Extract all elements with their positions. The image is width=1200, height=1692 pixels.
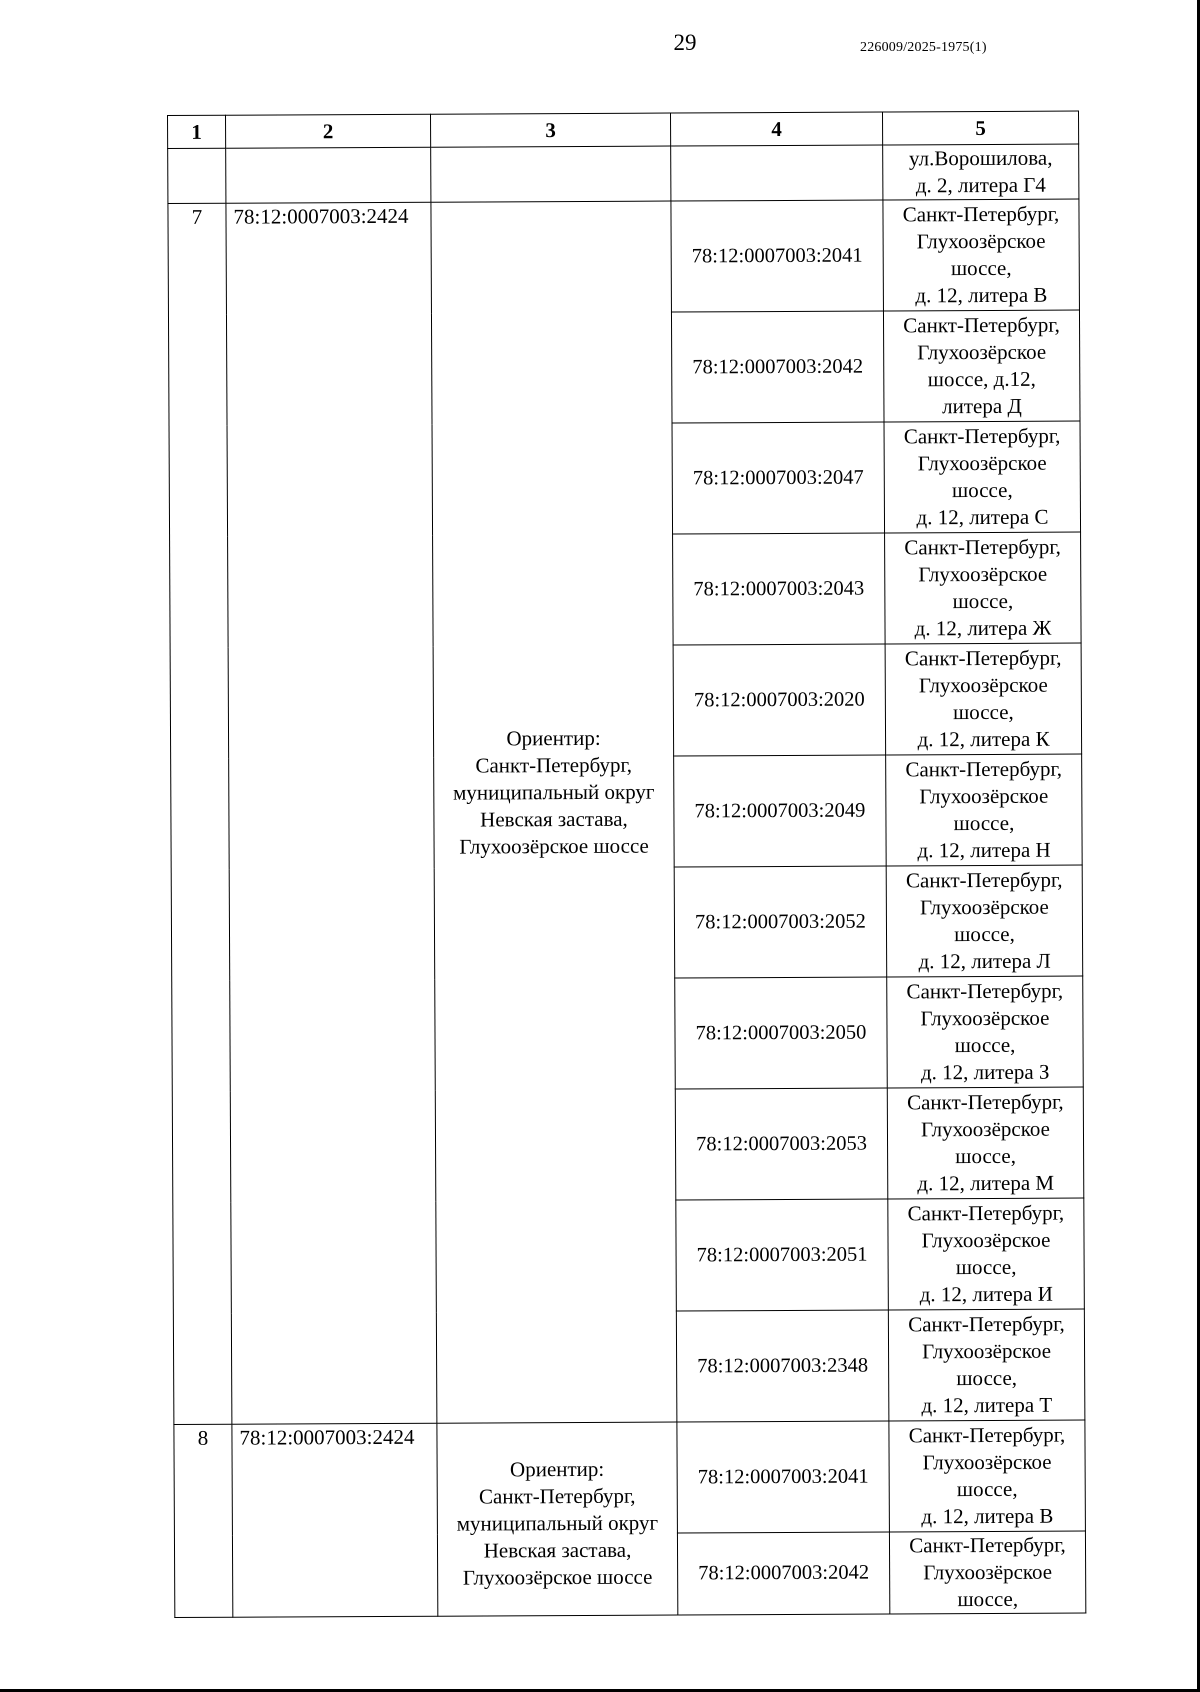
document-id: 226009/2025-1975(1)	[860, 40, 987, 55]
cell-landmark-empty	[431, 146, 671, 202]
text-line: д. 12, литера Т	[921, 1392, 1053, 1418]
address-cell	[886, 754, 1083, 866]
text-line: шоссе,	[954, 1032, 1016, 1058]
address-cell	[883, 199, 1080, 311]
text-line: шоссе,	[956, 1476, 1018, 1502]
page-number: 29	[673, 30, 697, 55]
text-line: шоссе,	[957, 1586, 1019, 1612]
address-cell	[883, 310, 1080, 422]
text-line: Ориентир:	[506, 725, 601, 750]
landmark-cell	[437, 1422, 678, 1616]
building-cadastral-cell: 78:12:0007003:2052	[674, 866, 887, 978]
header-col-2: 2	[226, 114, 431, 148]
building-cadastral-cell: 78:12:0007003:2053	[675, 1088, 888, 1200]
text-line: литера Д	[942, 393, 1022, 419]
text-line: Невская застава,	[483, 1537, 632, 1562]
row-number-cell: 8	[174, 1424, 233, 1617]
text-line: шоссе,	[951, 477, 1013, 503]
continued-address-cell	[883, 144, 1079, 200]
text-line: Глухоозёрское	[918, 561, 1048, 587]
header-col-1: 1	[168, 115, 226, 148]
text-line: Санкт-Петербург,	[903, 312, 1060, 338]
text-line: шоссе, д.12,	[927, 366, 1036, 392]
text-line: Ориентир:	[509, 1456, 605, 1481]
text-line: шоссе,	[950, 255, 1012, 281]
address-line: ул.Ворошилова,	[908, 145, 1053, 171]
address-cell	[889, 1420, 1086, 1532]
building-cadastral-cell: 78:12:0007003:2020	[673, 644, 886, 756]
text-line: шоссе,	[952, 588, 1014, 614]
table-row	[168, 199, 1080, 314]
text-line: Глухоозёрское	[923, 1559, 1053, 1585]
text-line: Глухоозёрское	[921, 1227, 1051, 1253]
address-cell	[886, 865, 1083, 977]
text-line: Глухоозёрское	[919, 894, 1049, 920]
text-line: муниципальный округ	[456, 1510, 659, 1536]
building-cadastral-cell: 78:12:0007003:2348	[676, 1310, 889, 1422]
text-line: д. 12, литера К	[917, 726, 1050, 752]
cell-cad-empty	[226, 147, 431, 203]
building-cadastral-cell: 78:12:0007003:2041	[677, 1421, 890, 1533]
text-line: шоссе,	[955, 1254, 1017, 1280]
text-line: д. 12, литера З	[920, 1059, 1050, 1085]
text-line: д. 12, литера Ж	[914, 615, 1052, 641]
text-line: д. 12, литера С	[916, 504, 1049, 530]
building-cadastral-cell: 78:12:0007003:2043	[673, 533, 886, 645]
text-line: Санкт-Петербург,	[908, 1422, 1066, 1448]
text-line: Глухоозёрское шоссе	[462, 1564, 653, 1590]
text-line: д. 12, литера И	[919, 1281, 1053, 1307]
row-number-cell: 7	[168, 203, 232, 1424]
address-line: д. 2, литера Г4	[915, 172, 1046, 198]
text-line: Санкт-Петербург,	[904, 645, 1062, 671]
text-line: шоссе,	[953, 810, 1015, 836]
text-line: Санкт-Петербург,	[903, 423, 1061, 449]
land-cadastral-cell: 78:12:0007003:2424	[226, 202, 437, 1424]
header-col-5: 5	[882, 111, 1078, 145]
text-line: Санкт-Петербург,	[907, 1200, 1065, 1226]
text-line: Санкт-Петербург,	[902, 201, 1060, 227]
text-line: Невская застава,	[480, 806, 628, 831]
text-line: д. 12, литера В	[921, 1503, 1054, 1529]
text-line: Глухоозёрское	[920, 1116, 1050, 1142]
building-cadastral-cell: 78:12:0007003:2049	[674, 755, 887, 867]
building-cadastral-cell: 78:12:0007003:2041	[671, 200, 884, 312]
landmark-cell	[431, 201, 677, 1423]
table-header-row	[168, 111, 1079, 148]
text-line: д. 12, литера Л	[918, 948, 1051, 974]
address-cell	[889, 1531, 1085, 1614]
address-cell	[887, 976, 1084, 1088]
text-line: Санкт-Петербург,	[906, 978, 1064, 1004]
building-cadastral-cell: 78:12:0007003:2050	[675, 977, 888, 1089]
text-line: муниципальный округ	[453, 779, 655, 805]
text-line: д. 12, литера В	[915, 282, 1048, 308]
address-cell	[888, 1309, 1085, 1421]
text-line: Глухоозёрское	[920, 1005, 1050, 1031]
text-line: Глухоозёрское	[916, 228, 1046, 254]
text-line: д. 12, литера Н	[917, 837, 1051, 863]
text-line: Санкт-Петербург,	[478, 1483, 636, 1508]
building-cadastral-cell: 78:12:0007003:2042	[677, 1532, 889, 1615]
text-line: Глухоозёрское	[922, 1449, 1052, 1475]
address-cell	[885, 532, 1082, 644]
address-cell	[884, 421, 1081, 533]
table-row	[174, 1420, 1086, 1535]
cell-cad4-empty	[671, 145, 883, 201]
building-cadastral-cell: 78:12:0007003:2042	[671, 311, 884, 423]
address-cell	[887, 1087, 1084, 1199]
text-line: Санкт-Петербург,	[475, 752, 633, 778]
header-col-3: 3	[430, 113, 670, 147]
text-line: Санкт-Петербург,	[905, 756, 1063, 782]
text-line: Глухоозёрское	[919, 783, 1049, 809]
text-line: Глухоозёрское	[917, 450, 1047, 476]
text-line: шоссе,	[956, 1365, 1018, 1391]
text-line: Глухоозёрское	[922, 1338, 1052, 1364]
land-cadastral-cell: 78:12:0007003:2424	[232, 1423, 438, 1617]
text-line: д. 12, литера М	[917, 1170, 1055, 1196]
building-cadastral-cell: 78:12:0007003:2047	[672, 422, 885, 534]
text-line: Глухоозёрское	[918, 672, 1048, 698]
cell-num-empty	[168, 148, 226, 203]
text-line: шоссе,	[954, 921, 1015, 947]
building-cadastral-cell: 78:12:0007003:2051	[676, 1199, 889, 1311]
text-line: Санкт-Петербург,	[909, 1532, 1066, 1558]
text-line: шоссе,	[953, 699, 1014, 725]
text-line: Глухоозёрское	[917, 339, 1047, 365]
text-line: Санкт-Петербург,	[905, 867, 1063, 893]
table-row-continued	[168, 144, 1079, 203]
text-line: Санкт-Петербург,	[907, 1089, 1064, 1115]
address-cell	[888, 1198, 1085, 1310]
address-cell	[885, 643, 1082, 755]
text-line: Санкт-Петербург,	[904, 534, 1061, 560]
property-table	[167, 111, 1086, 1618]
text-line: шоссе,	[955, 1143, 1016, 1169]
text-line: Санкт-Петербург,	[908, 1311, 1065, 1337]
header-col-4: 4	[670, 112, 882, 146]
text-line: Глухоозёрское шоссе	[459, 833, 649, 859]
